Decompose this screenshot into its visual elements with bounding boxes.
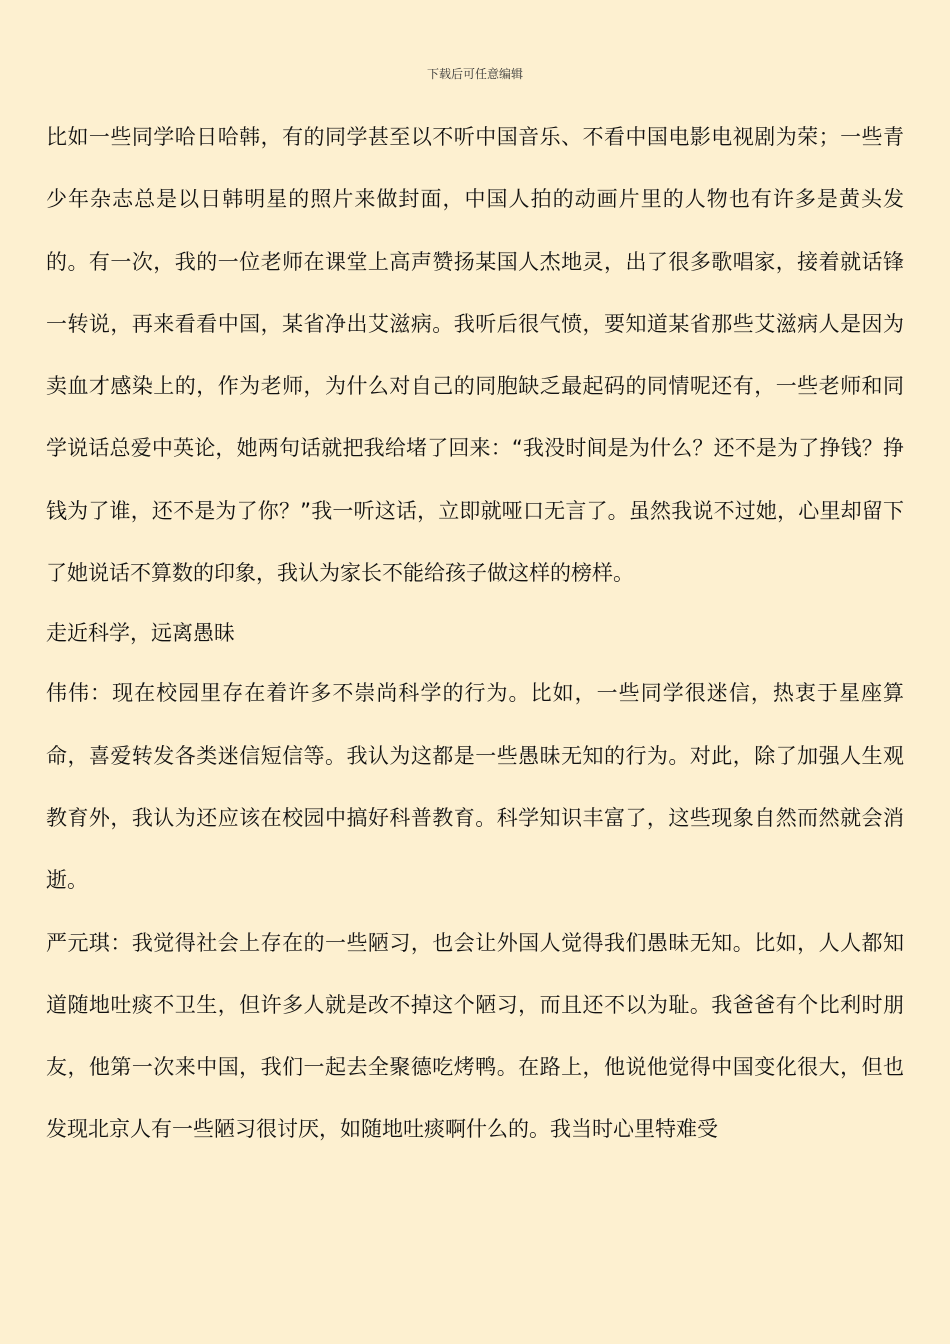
paragraph-1: 比如一些同学哈日哈韩，有的同学甚至以不听中国音乐、不看中国电影电视剧为荣；一些青少年杂志总是以日韩明星的照片来做封面，中国人拍的动画片里的人物也有许多是黄头发的。有一次，我的一位老师在课堂上高声赞扬某国人杰地灵，出了很多歌唱家，接着就话锋一转说，再来看看中国，某省净出艾滋病。我听后很气愤，要知道某省那些艾滋病人是因为卖血才感染上的，作为老师，为什么对自己的同胞缺乏最起码的同情呢还有，一些老师和同学说话总爱中英论，她两句话就把我给堵了回来：“我没时间是为什么？还不是为了挣钱？挣钱为了谁，还不是为了你？”我一听这话，立即就哑口无言了。虽然我说不过她，心里却留下了她说话不算数的印象，我认为家长不能给孩子做这样的榜样。 (46, 125, 904, 586)
paragraph-2: 伟伟：现在校园里存在着许多不崇尚科学的行为。比如，一些同学很迷信，热衷于星座算命，喜爱转发各类迷信短信等。我认为这都是一些愚昧无知的行为。对此，除了加强人生观教育外，我认为还应该在校园中搞好科普教育。科学知识丰富了，这些现象自然而然就会消逝。 (46, 681, 904, 893)
paragraph-3: 严元琪：我觉得社会上存在的一些陋习，也会让外国人觉得我们愚昧无知。比如，人人都知道随地吐痰不卫生，但许多人就是改不掉这个陋习，而且还不以为耻。我爸爸有个比利时朋友，他第一次来中国，我们一起去全聚德吃烤鸭。在路上，他说他觉得中国变化很大，但也发现北京人有一些陋习很讨厌，如随地吐痰啊什么的。我当时心里特难受 (46, 930, 904, 1142)
document-body (46, 106, 904, 1161)
section-heading: 走近科学，远离愚昧 (46, 621, 235, 646)
page-header-note: 下载后可任意编辑 (426, 67, 523, 81)
